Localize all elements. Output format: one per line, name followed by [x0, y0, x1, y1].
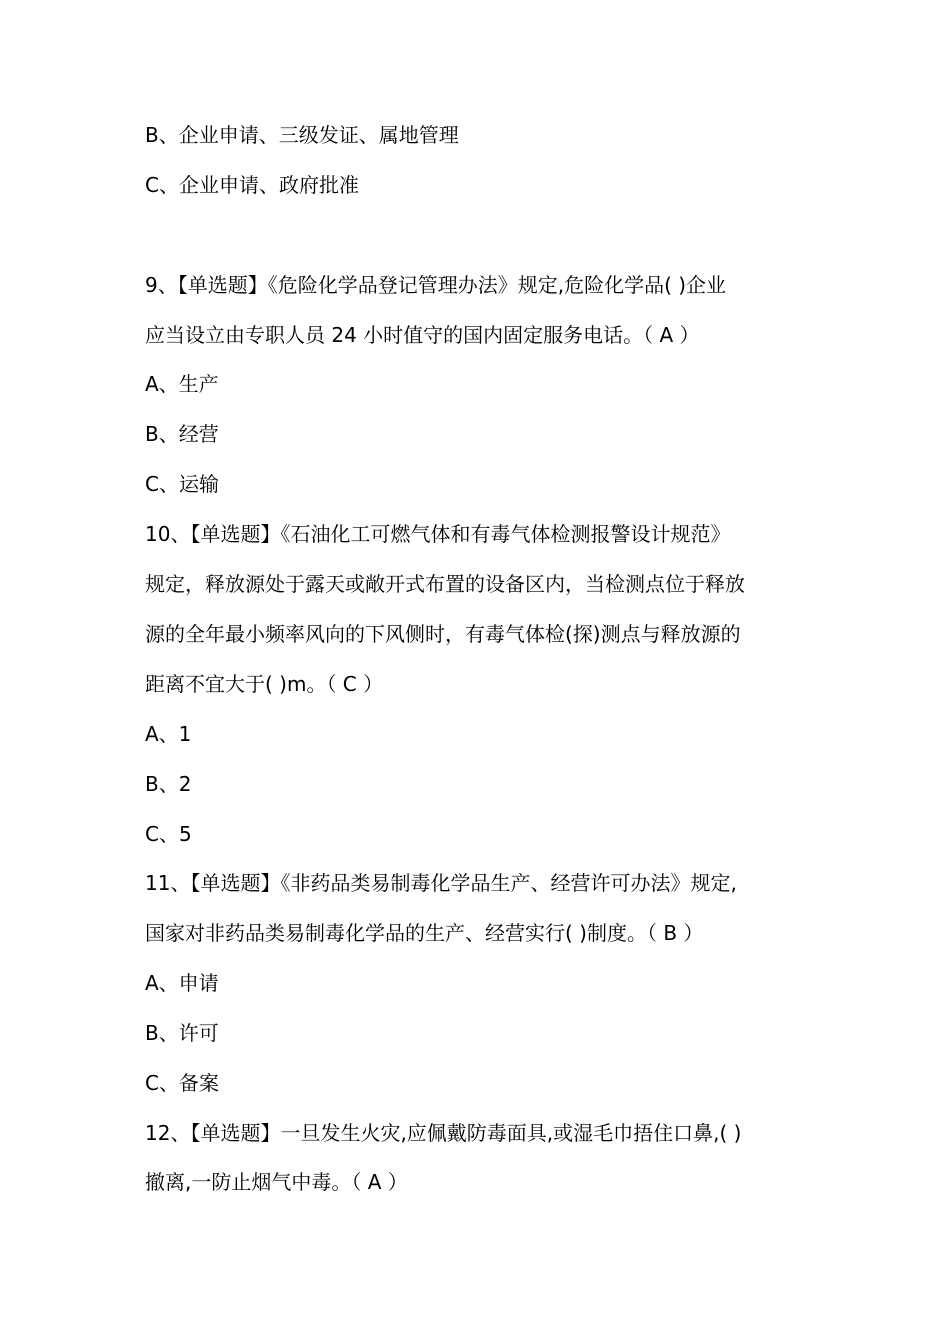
question-9-option-a: A、生产 — [145, 372, 219, 396]
question-9-option-b: B、经营 — [145, 422, 219, 446]
question-11-option-a: A、申请 — [145, 971, 219, 995]
question-10-stem-line-2: 规定，释放源处于露天或敞开式布置的设备区内，当检测点位于释放 — [145, 572, 745, 596]
question-10-stem-line-4: 距离不宜大于( )m。（ C ） — [145, 672, 384, 696]
question-11-stem-line-2: 国家对非药品类易制毒化学品的生产、经营实行( )制度。（ B ） — [145, 921, 704, 945]
question-10-option-a: A、1 — [145, 722, 192, 746]
question-9-stem-line-1: 9、【单选题】《危险化学品登记管理办法》规定,危险化学品( )企业 — [145, 273, 727, 297]
question-10-stem-line-3: 源的全年最小频率风向的下风侧时，有毒气体检(探)测点与释放源的 — [145, 622, 741, 646]
question-10-option-b: B、2 — [145, 772, 192, 796]
question-9-stem-line-2: 应当设立由专职人员 24 小时值守的国内固定服务电话。（ A ） — [145, 323, 700, 347]
question-12-stem-line-2: 撤离,一防止烟气中毒。（ A ） — [145, 1170, 408, 1194]
question-12-stem-line-1: 12、【单选题】一旦发生火灾,应佩戴防毒面具,或湿毛巾捂住口鼻,( ) — [145, 1121, 742, 1145]
question-11-option-b: B、许可 — [145, 1021, 219, 1045]
question-11-option-c: C、备案 — [145, 1071, 219, 1095]
prev-question-option-c: C、企业申请、政府批准 — [145, 173, 359, 197]
question-9-option-c: C、运输 — [145, 472, 219, 496]
question-11-stem-line-1: 11、【单选题】《非药品类易制毒化学品生产、经营许可办法》规定, — [145, 871, 737, 895]
prev-question-option-b: B、企业申请、三级发证、属地管理 — [145, 123, 459, 147]
question-10-option-c: C、5 — [145, 822, 192, 846]
question-10-stem-line-1: 10、【单选题】《石油化工可燃气体和有毒气体检测报警设计规范》 — [145, 522, 731, 546]
